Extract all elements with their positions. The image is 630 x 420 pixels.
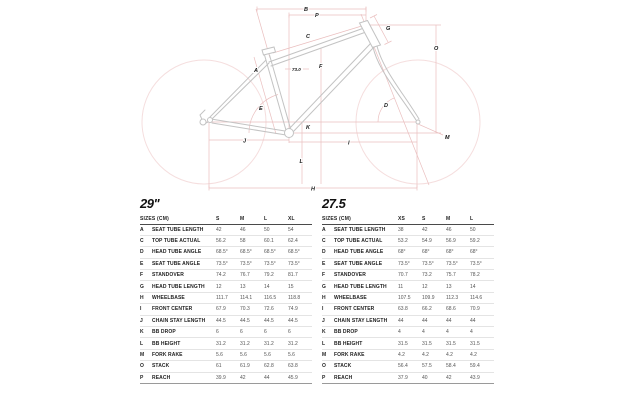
row-label: HEAD TUBE ANGLE <box>334 249 384 256</box>
cell-value: 73.5° <box>240 260 252 267</box>
cell-value: 70.9 <box>470 306 480 313</box>
row-key: J <box>322 317 325 324</box>
table-row <box>140 327 312 338</box>
cell-value: 57.5 <box>422 363 432 370</box>
cell-value: 39.9 <box>216 374 226 381</box>
row-label: STANDOVER <box>334 272 366 279</box>
cell-value: 31.2 <box>216 340 226 347</box>
cell-value: 75.7 <box>446 272 456 279</box>
row-label: FORK RAKE <box>152 351 183 358</box>
geometry-table-29 <box>140 197 312 384</box>
cell-value: 4 <box>446 329 449 336</box>
row-label: HEAD TUBE ANGLE <box>152 249 202 256</box>
cell-value: 42 <box>422 226 428 233</box>
cell-value: 116.5 <box>264 295 277 302</box>
cell-value: 74.2 <box>216 272 226 279</box>
row-key: I <box>140 306 142 313</box>
cell-value: 42 <box>216 226 222 233</box>
cell-value: 46 <box>240 226 246 233</box>
dim-label-d: D <box>384 103 388 109</box>
cell-value: 42 <box>240 374 246 381</box>
cell-value: 73.5° <box>288 260 300 267</box>
cell-value: 14 <box>470 283 476 290</box>
cell-value: 54 <box>288 226 294 233</box>
cell-value: 37.9 <box>398 374 408 381</box>
dim-label-o: O <box>434 46 439 52</box>
row-key: H <box>322 295 326 302</box>
cell-value: 50 <box>470 226 476 233</box>
cell-value: 73.5° <box>264 260 276 267</box>
row-key: C <box>322 238 326 245</box>
geometry-tables <box>140 197 494 384</box>
cell-value: 66.2 <box>422 306 432 313</box>
cell-value: 31.5 <box>446 340 456 347</box>
column-header: XS <box>398 215 406 222</box>
row-key: M <box>140 351 145 358</box>
dim-label-f: F <box>319 64 323 70</box>
row-label: SEAT TUBE ANGLE <box>152 260 201 267</box>
cell-value: 63.8 <box>398 306 408 313</box>
cell-value: 78.2 <box>470 272 480 279</box>
cell-value: 44.5 <box>264 317 274 324</box>
cell-value: 54.9 <box>422 238 432 245</box>
row-key: J <box>140 317 143 324</box>
table-row <box>322 304 494 315</box>
cell-value: 61 <box>216 363 222 370</box>
row-key: D <box>322 249 326 256</box>
row-label: SEAT TUBE ANGLE <box>334 260 383 267</box>
cell-value: 74.9 <box>288 306 298 313</box>
cell-value: 62.4 <box>288 238 298 245</box>
table-row <box>140 236 312 247</box>
table-row <box>140 361 312 372</box>
row-key: A <box>140 226 144 233</box>
cell-value: 68.5° <box>288 249 300 256</box>
cell-value: 56.4 <box>398 363 408 370</box>
cell-value: 4 <box>398 329 401 336</box>
row-label: SEAT TUBE LENGTH <box>334 226 386 233</box>
cell-value: 5.6 <box>216 351 223 358</box>
row-label: CHAIN STAY LENGTH <box>152 317 206 324</box>
cell-value: 53.2 <box>398 238 408 245</box>
table-row <box>140 316 312 327</box>
cell-value: 56.9 <box>446 238 456 245</box>
table-row <box>322 236 494 247</box>
cell-value: 58.4 <box>446 363 456 370</box>
cell-value: 79.2 <box>264 272 274 279</box>
table-row <box>322 259 494 270</box>
dim-label-m: M <box>445 135 450 141</box>
cell-value: 73.2 <box>422 272 432 279</box>
cell-value: 4.2 <box>398 351 405 358</box>
row-label: TOP TUBE ACTUAL <box>152 238 201 245</box>
row-key: I <box>322 306 324 313</box>
cell-value: 107.5 <box>398 295 411 302</box>
cell-value: 76.7 <box>240 272 250 279</box>
table-title-29: 29" <box>140 196 160 211</box>
cell-value: 59.2 <box>470 238 480 245</box>
table-title-27-5: 27.5 <box>322 196 346 211</box>
table-row <box>322 350 494 361</box>
table-row <box>140 281 312 292</box>
cell-value: 6 <box>216 329 219 336</box>
cell-value: 6 <box>288 329 291 336</box>
cell-value: 68.5° <box>240 249 252 256</box>
cell-value: 31.2 <box>264 340 274 347</box>
row-key: F <box>140 272 144 279</box>
cell-value: 42 <box>446 374 452 381</box>
column-header: L <box>470 215 474 222</box>
row-label: FRONT CENTER <box>334 306 375 313</box>
cell-value: 109.9 <box>422 295 435 302</box>
column-header: M <box>240 215 245 222</box>
dim-label-k: K <box>306 125 310 131</box>
table-row <box>322 281 494 292</box>
column-header: S <box>216 215 220 222</box>
row-key: L <box>322 340 326 347</box>
cell-value: 4.2 <box>446 351 453 358</box>
table-row <box>322 270 494 281</box>
row-key: H <box>140 295 144 302</box>
cell-value: 43.9 <box>470 374 480 381</box>
cell-value: 5.6 <box>240 351 247 358</box>
cell-value: 14 <box>264 283 270 290</box>
cell-value: 68° <box>422 249 430 256</box>
cell-value: 5.6 <box>288 351 295 358</box>
column-header: SIZES (CM) <box>322 215 351 222</box>
table-body-27-5 <box>322 213 494 384</box>
cell-value: 44 <box>398 317 404 324</box>
cell-value: 4.2 <box>422 351 429 358</box>
table-row <box>322 225 494 236</box>
cell-value: 70.7 <box>398 272 408 279</box>
column-header: M <box>446 215 451 222</box>
dim-label-h: H <box>311 186 315 193</box>
dim-label-a: A <box>254 68 258 74</box>
table-row <box>140 350 312 361</box>
dim-label-j: J <box>243 138 247 145</box>
row-label: FRONT CENTER <box>152 306 193 313</box>
row-key: A <box>322 226 326 233</box>
row-label: WHEELBASE <box>152 295 185 302</box>
row-key: P <box>322 374 326 381</box>
cell-value: 44 <box>264 374 270 381</box>
row-key: P <box>140 374 144 381</box>
row-key: F <box>322 272 326 279</box>
row-label: HEAD TUBE LENGTH <box>152 283 205 290</box>
row-key: L <box>140 340 144 347</box>
cell-value: 62.8 <box>264 363 274 370</box>
dimension-labels <box>243 7 450 193</box>
cell-value: 58 <box>240 238 246 245</box>
row-key: M <box>322 351 327 358</box>
cell-value: 5.6 <box>264 351 271 358</box>
row-key: G <box>322 283 326 290</box>
cell-value: 59.4 <box>470 363 480 370</box>
table-body-29 <box>140 213 312 384</box>
table-row <box>140 373 312 384</box>
cell-value: 6 <box>240 329 243 336</box>
table-row <box>140 293 312 304</box>
table-header-row <box>322 213 494 225</box>
row-key: K <box>322 329 326 336</box>
cell-value: 38 <box>398 226 404 233</box>
cell-value: 11 <box>398 283 404 290</box>
table-row <box>322 361 494 372</box>
cell-value: 67.9 <box>216 306 226 313</box>
cell-value: 73.5° <box>446 260 458 267</box>
cell-value: 15 <box>288 283 294 290</box>
cell-value: 81.7 <box>288 272 298 279</box>
bike-diagram-svg <box>0 0 630 196</box>
cell-value: 63.8 <box>288 363 298 370</box>
cell-value: 68° <box>470 249 478 256</box>
cell-value: 50 <box>264 226 270 233</box>
table-row <box>140 259 312 270</box>
cell-value: 12 <box>422 283 428 290</box>
table-row <box>322 316 494 327</box>
cell-value: 31.5 <box>470 340 480 347</box>
row-label: BB HEIGHT <box>334 340 363 347</box>
cell-value: 40 <box>422 374 428 381</box>
cell-value: 12 <box>216 283 222 290</box>
cell-value: 73.5° <box>470 260 482 267</box>
table-row <box>140 304 312 315</box>
cell-value: 70.3 <box>240 306 250 313</box>
dim-label-e: E <box>259 106 263 112</box>
cell-value: 72.6 <box>264 306 274 313</box>
cell-value: 68.5° <box>216 249 228 256</box>
cell-value: 4.2 <box>470 351 477 358</box>
dim-label-i: I <box>348 140 350 147</box>
column-header: S <box>422 215 426 222</box>
cell-value: 73.5° <box>422 260 434 267</box>
cell-value: 111.7 <box>216 295 228 302</box>
dim-label-p: P <box>315 13 319 19</box>
geometry-table-27-5 <box>322 197 494 384</box>
row-label: STACK <box>152 363 170 370</box>
row-label: FORK RAKE <box>334 351 365 358</box>
row-key: C <box>140 238 144 245</box>
cell-value: 13 <box>446 283 452 290</box>
row-label: BB HEIGHT <box>152 340 181 347</box>
table-header-row <box>140 213 312 225</box>
cell-value: 73.5° <box>216 260 228 267</box>
table-row <box>140 270 312 281</box>
row-label: REACH <box>334 374 353 381</box>
row-key: O <box>322 363 326 370</box>
column-header: XL <box>288 215 295 222</box>
cell-value: 31.5 <box>398 340 408 347</box>
dim-label-b: B <box>304 7 308 13</box>
cell-value: 114.6 <box>470 295 483 302</box>
table-row <box>140 247 312 258</box>
cell-value: 44.5 <box>240 317 250 324</box>
cell-value: 31.2 <box>288 340 298 347</box>
row-label: SEAT TUBE LENGTH <box>152 226 204 233</box>
row-key: E <box>322 260 326 267</box>
cell-value: 114.1 <box>240 295 253 302</box>
cell-value: 31.5 <box>422 340 432 347</box>
row-key: G <box>140 283 144 290</box>
row-key: E <box>140 260 144 267</box>
cell-value: 44.5 <box>216 317 226 324</box>
column-header: L <box>264 215 268 222</box>
row-label: STANDOVER <box>152 272 184 279</box>
cell-value: 61.9 <box>240 363 250 370</box>
row-label: WHEELBASE <box>334 295 367 302</box>
cell-value: 4 <box>470 329 473 336</box>
row-label: STACK <box>334 363 352 370</box>
cell-value: 118.8 <box>288 295 301 302</box>
cell-value: 44.5 <box>288 317 298 324</box>
row-label: TOP TUBE ACTUAL <box>334 238 383 245</box>
row-label: CHAIN STAY LENGTH <box>334 317 388 324</box>
table-row <box>140 225 312 236</box>
cell-value: 60.1 <box>264 238 274 245</box>
table-row <box>322 247 494 258</box>
cell-value: 45.9 <box>288 374 298 381</box>
cell-value: 68.5° <box>264 249 276 256</box>
table-row <box>140 338 312 349</box>
bike-geometry-diagram <box>0 0 630 196</box>
cell-value: 44 <box>470 317 476 324</box>
table-row <box>322 338 494 349</box>
table-row <box>322 327 494 338</box>
table-row <box>322 293 494 304</box>
cell-value: 6 <box>264 329 267 336</box>
cell-value: 46 <box>446 226 452 233</box>
cell-value: 44 <box>446 317 452 324</box>
dimension-lines <box>204 7 443 191</box>
cell-value: 13 <box>240 283 246 290</box>
cell-value: 73.5° <box>398 260 410 267</box>
dim-label-l: L <box>299 159 303 165</box>
dim-label-c: C <box>306 34 310 40</box>
row-key: D <box>140 249 144 256</box>
cell-value: 68° <box>446 249 454 256</box>
cell-value: 68° <box>398 249 406 256</box>
cell-value: 44 <box>422 317 428 324</box>
row-key: K <box>140 329 144 336</box>
row-label: REACH <box>152 374 171 381</box>
cell-value: 4 <box>422 329 425 336</box>
row-label: HEAD TUBE LENGTH <box>334 283 387 290</box>
dim-label-g: G <box>386 26 391 32</box>
cell-value: 31.2 <box>240 340 250 347</box>
row-key: O <box>140 363 144 370</box>
cell-value: 68.6 <box>446 306 456 313</box>
row-label: BB DROP <box>334 329 358 336</box>
seat-angle-note: 73.0 <box>292 67 301 72</box>
cell-value: 112.3 <box>446 295 459 302</box>
table-row <box>322 373 494 384</box>
row-label: BB DROP <box>152 329 176 336</box>
column-header: SIZES (CM) <box>140 215 169 222</box>
cell-value: 56.2 <box>216 238 226 245</box>
